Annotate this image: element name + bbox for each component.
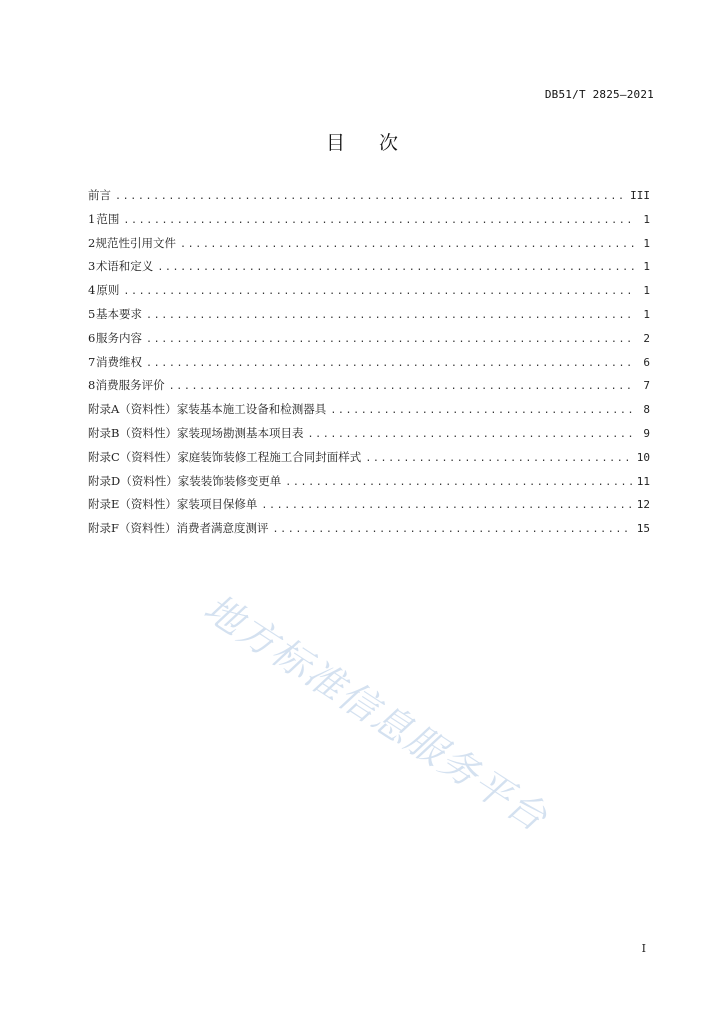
toc-leader-dots bbox=[261, 494, 632, 518]
toc-row-foreword[interactable] bbox=[88, 184, 650, 208]
toc-page: 9 bbox=[643, 426, 650, 440]
toc-annex-id: 附录A（资料性） bbox=[88, 402, 177, 417]
toc-label: 消费服务评价 bbox=[95, 378, 165, 393]
toc-page: 6 bbox=[643, 355, 650, 369]
toc-row-annex-d[interactable] bbox=[88, 470, 650, 494]
toc-page: 2 bbox=[643, 331, 650, 345]
toc-page: 1 bbox=[643, 236, 650, 250]
toc-number: 1 bbox=[88, 211, 96, 226]
toc-row-annex-b[interactable] bbox=[88, 422, 650, 446]
toc-leader-dots bbox=[180, 233, 634, 257]
toc-leader-dots bbox=[330, 399, 634, 423]
toc-number: 6 bbox=[88, 330, 96, 345]
toc-label: 原则 bbox=[96, 283, 120, 298]
toc-label: 消费维权 bbox=[96, 354, 142, 369]
toc-row-7[interactable] bbox=[88, 351, 650, 375]
toc-page: 12 bbox=[636, 498, 650, 512]
toc-annex-id: 附录C（资料性） bbox=[88, 449, 178, 464]
page-number: I bbox=[641, 942, 646, 955]
toc-number: 2 bbox=[88, 235, 96, 250]
toc-label: 家装装饰装修变更单 bbox=[177, 473, 282, 488]
toc-number: 4 bbox=[88, 283, 96, 298]
toc-leader-dots bbox=[123, 209, 634, 233]
toc-row-3[interactable] bbox=[88, 255, 650, 279]
toc-page: 1 bbox=[643, 284, 650, 298]
toc-row-annex-a[interactable] bbox=[88, 398, 650, 422]
toc-page: 10 bbox=[636, 450, 650, 464]
toc-page: 15 bbox=[636, 522, 650, 536]
toc-page: 11 bbox=[636, 474, 650, 488]
toc-leader-dots bbox=[307, 423, 634, 447]
toc-number: 7 bbox=[88, 354, 96, 369]
toc-label: 家装项目保修单 bbox=[176, 497, 258, 512]
toc-page: 1 bbox=[643, 212, 650, 226]
toc-page: 8 bbox=[643, 403, 650, 417]
toc-leader-dots bbox=[146, 328, 634, 352]
toc-row-8[interactable] bbox=[88, 374, 650, 398]
toc-label: 服务内容 bbox=[96, 330, 142, 345]
toc-label: 前言 bbox=[88, 188, 111, 202]
toc-page: 1 bbox=[643, 307, 650, 321]
toc-leader-dots bbox=[146, 352, 634, 376]
toc-label: 消费者满意度测评 bbox=[176, 521, 269, 536]
toc-label: 家装现场勘测基本项目表 bbox=[176, 425, 304, 440]
toc-leader-dots bbox=[365, 447, 632, 471]
toc-row-annex-c[interactable] bbox=[88, 446, 650, 470]
standard-code: DB51/T 2825—2021 bbox=[544, 88, 654, 101]
toc-label: 基本要求 bbox=[96, 306, 142, 321]
toc-row-annex-f[interactable] bbox=[88, 517, 650, 541]
toc-number: 8 bbox=[88, 378, 96, 393]
toc-row-4[interactable] bbox=[88, 279, 650, 303]
toc-number: 3 bbox=[88, 259, 96, 274]
toc-row-2[interactable] bbox=[88, 232, 650, 256]
toc-leader-dots bbox=[146, 304, 634, 328]
toc-leader-dots bbox=[169, 375, 634, 399]
table-of-contents bbox=[88, 184, 650, 541]
toc-leader-dots bbox=[115, 185, 626, 209]
toc-leader-dots bbox=[157, 256, 634, 280]
toc-leader-dots bbox=[285, 471, 633, 495]
toc-number: 5 bbox=[88, 306, 96, 321]
toc-page: III bbox=[630, 189, 650, 202]
toc-row-6[interactable] bbox=[88, 327, 650, 351]
toc-label: 术语和定义 bbox=[95, 259, 154, 274]
toc-page: 1 bbox=[643, 260, 650, 274]
toc-label: 家庭装饰装修工程施工合同封面样式 bbox=[177, 449, 362, 464]
toc-row-5[interactable] bbox=[88, 303, 650, 327]
toc-leader-dots bbox=[272, 518, 632, 542]
toc-page: 7 bbox=[643, 379, 650, 393]
toc-annex-id: 附录F（资料性） bbox=[88, 521, 177, 536]
toc-label: 家装基本施工设备和检测器具 bbox=[176, 402, 327, 417]
toc-label: 规范性引用文件 bbox=[95, 235, 176, 250]
toc-annex-id: 附录B（资料性） bbox=[88, 425, 177, 440]
toc-row-1[interactable] bbox=[88, 208, 650, 232]
toc-row-annex-e[interactable] bbox=[88, 493, 650, 517]
toc-annex-id: 附录E（资料性） bbox=[88, 497, 177, 512]
toc-leader-dots bbox=[123, 280, 634, 304]
watermark: 地方标准信息服务平台 bbox=[196, 585, 556, 841]
toc-annex-id: 附录D（资料性） bbox=[88, 473, 178, 488]
toc-label: 范围 bbox=[96, 211, 120, 226]
page-title: 目次 bbox=[325, 132, 432, 154]
